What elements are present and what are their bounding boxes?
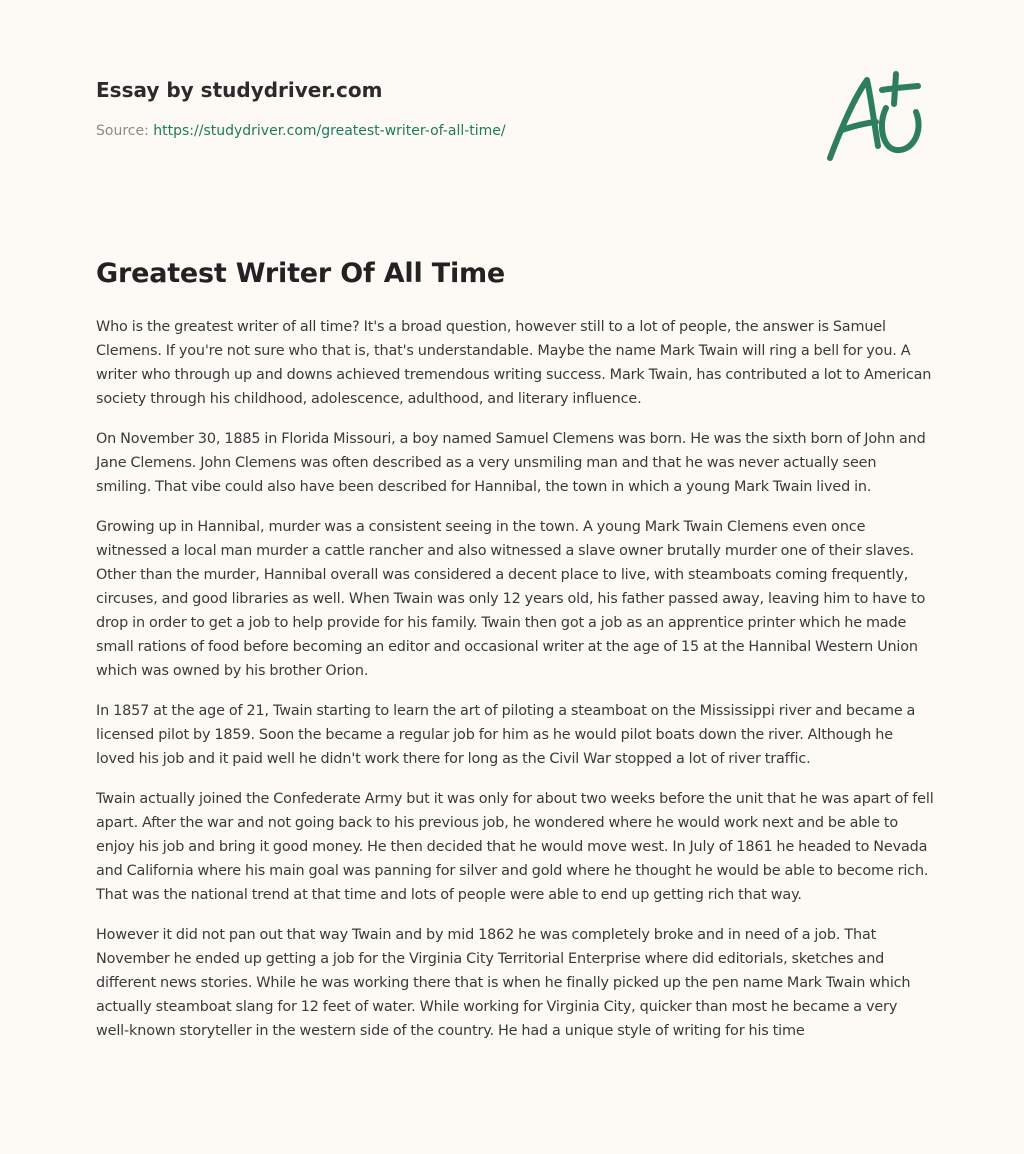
source-link[interactable]: https://studydriver.com/greatest-writer-of-all-time/	[153, 123, 506, 139]
a-plus-logo-icon	[820, 66, 930, 166]
essay-paragraph: Twain actually joined the Confederate Army but it was only for about two weeks before the unit that he was apart of fell apart. After the war and not going back to his previous job, he wondered where he would work next and be able to enjoy his job and bring it good money. He then decided that he would move west. In July of 1861 he headed to Nevada and California where his main goal was panning for silver and gold where he thought he would be able to become rich. That was the national trend at that time and lots of people were able to end up getting rich that way.	[96, 791, 934, 903]
essay-paragraph: On November 30, 1885 in Florida Missouri, a boy named Samuel Clemens was born. He was the sixth born of John and Jane Clemens. John Clemens was often described as a very unsmiling man and that he was never actually seen smiling. That vibe could also have been described for Hannibal, the town in which a young Mark Twain lived in.	[96, 431, 926, 495]
source-label: Source:	[96, 123, 149, 139]
page-header	[96, 72, 928, 141]
source-line	[96, 121, 928, 141]
site-brand: Essay by studydriver.com	[96, 78, 383, 102]
essay-paragraph: In 1857 at the age of 21, Twain starting to learn the art of piloting a steamboat on the Mississippi river and became a licensed pilot by 1859. Soon the became a regular job for him as he would pilot boats down the river. Although he loved his job and it paid well he didn't work there for long as the Civil War stopped a lot of river traffic.	[96, 703, 916, 767]
essay-body	[96, 315, 934, 1059]
essay-title: Greatest Writer Of All Time	[96, 258, 506, 289]
essay-paragraph: Growing up in Hannibal, murder was a consistent seeing in the town. A young Mark Twain Clemens even once witnessed a local man murder a cattle rancher and also witnessed a slave owner brutally murder one of their slaves. Other than the murder, Hannibal overall was considered a decent place to live, with steamboats coming frequently, circuses, and good libraries as well. When Twain was only 12 years old, his father passed away, leaving him to have to drop in order to get a job to help provide for his family. Twain then got a job as an apprentice printer which he made small rations of food before becoming an editor and occasional writer at the age of 15 at the Hannibal Western Union which was owned by his brother Orion.	[96, 519, 926, 679]
essay-paragraph: However it did not pan out that way Twain and by mid 1862 he was completely broke and in need of a job. That November he ended up getting a job for the Virginia City Territorial Enterprise where did editorials, sketches and different news stories. While he was working there that is when he finally picked up the pen name Mark Twain which actually steamboat slang for 12 feet of water. While working for Virginia City, quicker than most he became a very well-known storyteller in the western side of the country. He had a unique style of writing for his time	[96, 927, 911, 1039]
essay-paragraph: Who is the greatest writer of all time? It's a broad question, however still to a lot of people, the answer is Samuel Clemens. If you're not sure who that is, that's understandable. Maybe the name Mark Twain will ring a bell for you. A writer who through up and downs achieved tremendous writing success. Mark Twain, has contributed a lot to American society through his childhood, adolescence, adulthood, and literary influence.	[96, 319, 932, 407]
